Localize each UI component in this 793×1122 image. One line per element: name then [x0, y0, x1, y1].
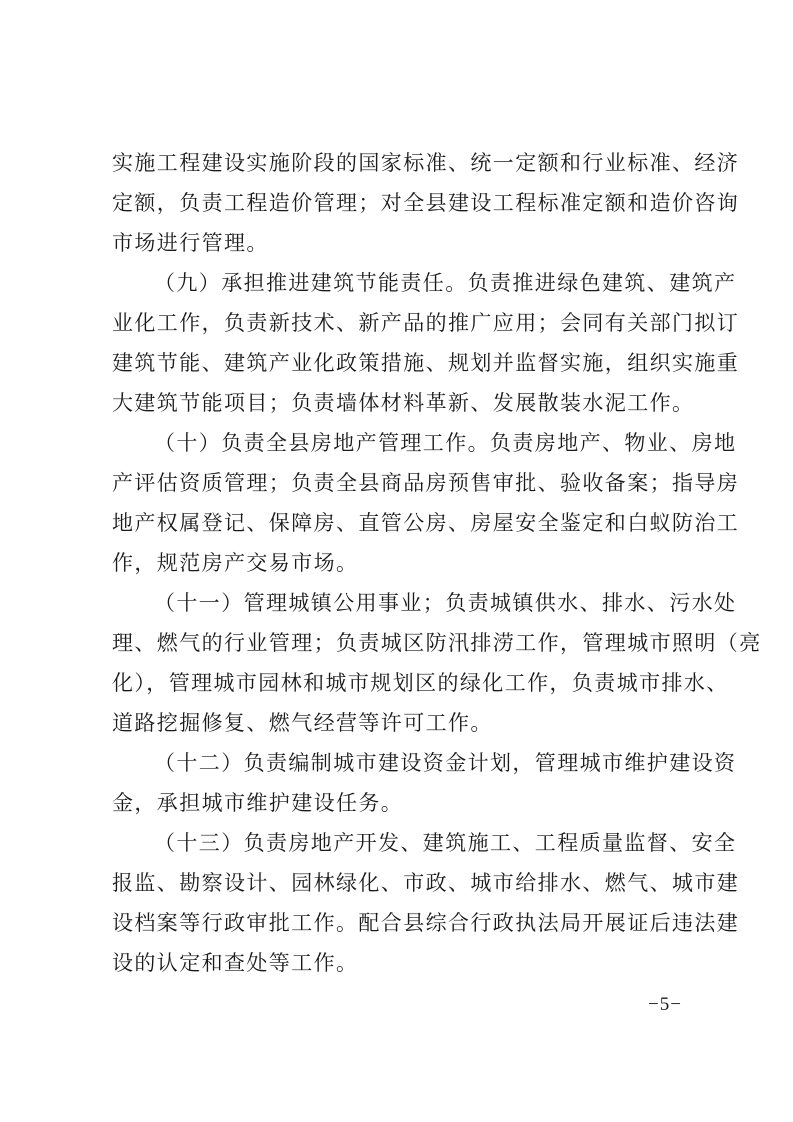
body-text-line: 产评估资质管理；负责全县商品房预售审批、验收备案；指导房: [112, 471, 740, 495]
body-text-line: 化），管理城市园林和城市规划区的绿化工作，负责城市排水、: [112, 671, 729, 695]
body-text-line: 设的认定和查处等工作。: [112, 951, 359, 975]
section-11-heading-line: （十一）管理城镇公用事业；负责城镇供水、排水、污水处: [154, 591, 737, 615]
body-text-line: 大建筑节能项目；负责墙体材料革新、发展散装水泥工作。: [112, 391, 695, 415]
section-12-heading-line: （十二）负责编制城市建设资金计划，管理城市维护建设资: [154, 751, 737, 775]
body-text-line: 实施工程建设实施阶段的国家标准、统一定额和行业标准、经济: [112, 151, 740, 175]
body-text-line: 报监、勘察设计、园林绿化、市政、城市给排水、燃气、城市建: [112, 871, 740, 895]
body-text-line: 建筑节能、建筑产业化政策措施、规划并监督实施，组织实施重: [112, 351, 740, 375]
body-text-line: 作，规范房产交易市场。: [112, 551, 359, 575]
body-text-line: 金，承担城市维护建设任务。: [112, 791, 404, 815]
body-text-line: 市场进行管理。: [112, 231, 269, 255]
page-number: −5−: [648, 994, 682, 1015]
body-text-line: 道路挖掘修复、燃气经营等许可工作。: [112, 711, 493, 735]
section-10-heading-line: （十）负责全县房地产管理工作。负责房地产、物业、房地: [154, 431, 737, 455]
body-text-line: 设档案等行政审批工作。配合县综合行政执法局开展证后违法建: [112, 911, 740, 935]
body-text-line: 理、燃气的行业管理；负责城区防汛排涝工作，管理城市照明（亮: [112, 631, 762, 655]
section-9-heading-line: （九）承担推进建筑节能责任。负责推进绿色建筑、建筑产: [154, 271, 737, 295]
body-text-line: 定额，负责工程造价管理；对全县建设工程标准定额和造价咨询: [112, 191, 740, 215]
body-text-line: 业化工作，负责新技术、新产品的推广应用；会同有关部门拟订: [112, 311, 740, 335]
body-text-line: 地产权属登记、保障房、直管公房、房屋安全鉴定和白蚁防治工: [112, 511, 740, 535]
section-13-heading-line: （十三）负责房地产开发、建筑施工、工程质量监督、安全: [154, 831, 737, 855]
